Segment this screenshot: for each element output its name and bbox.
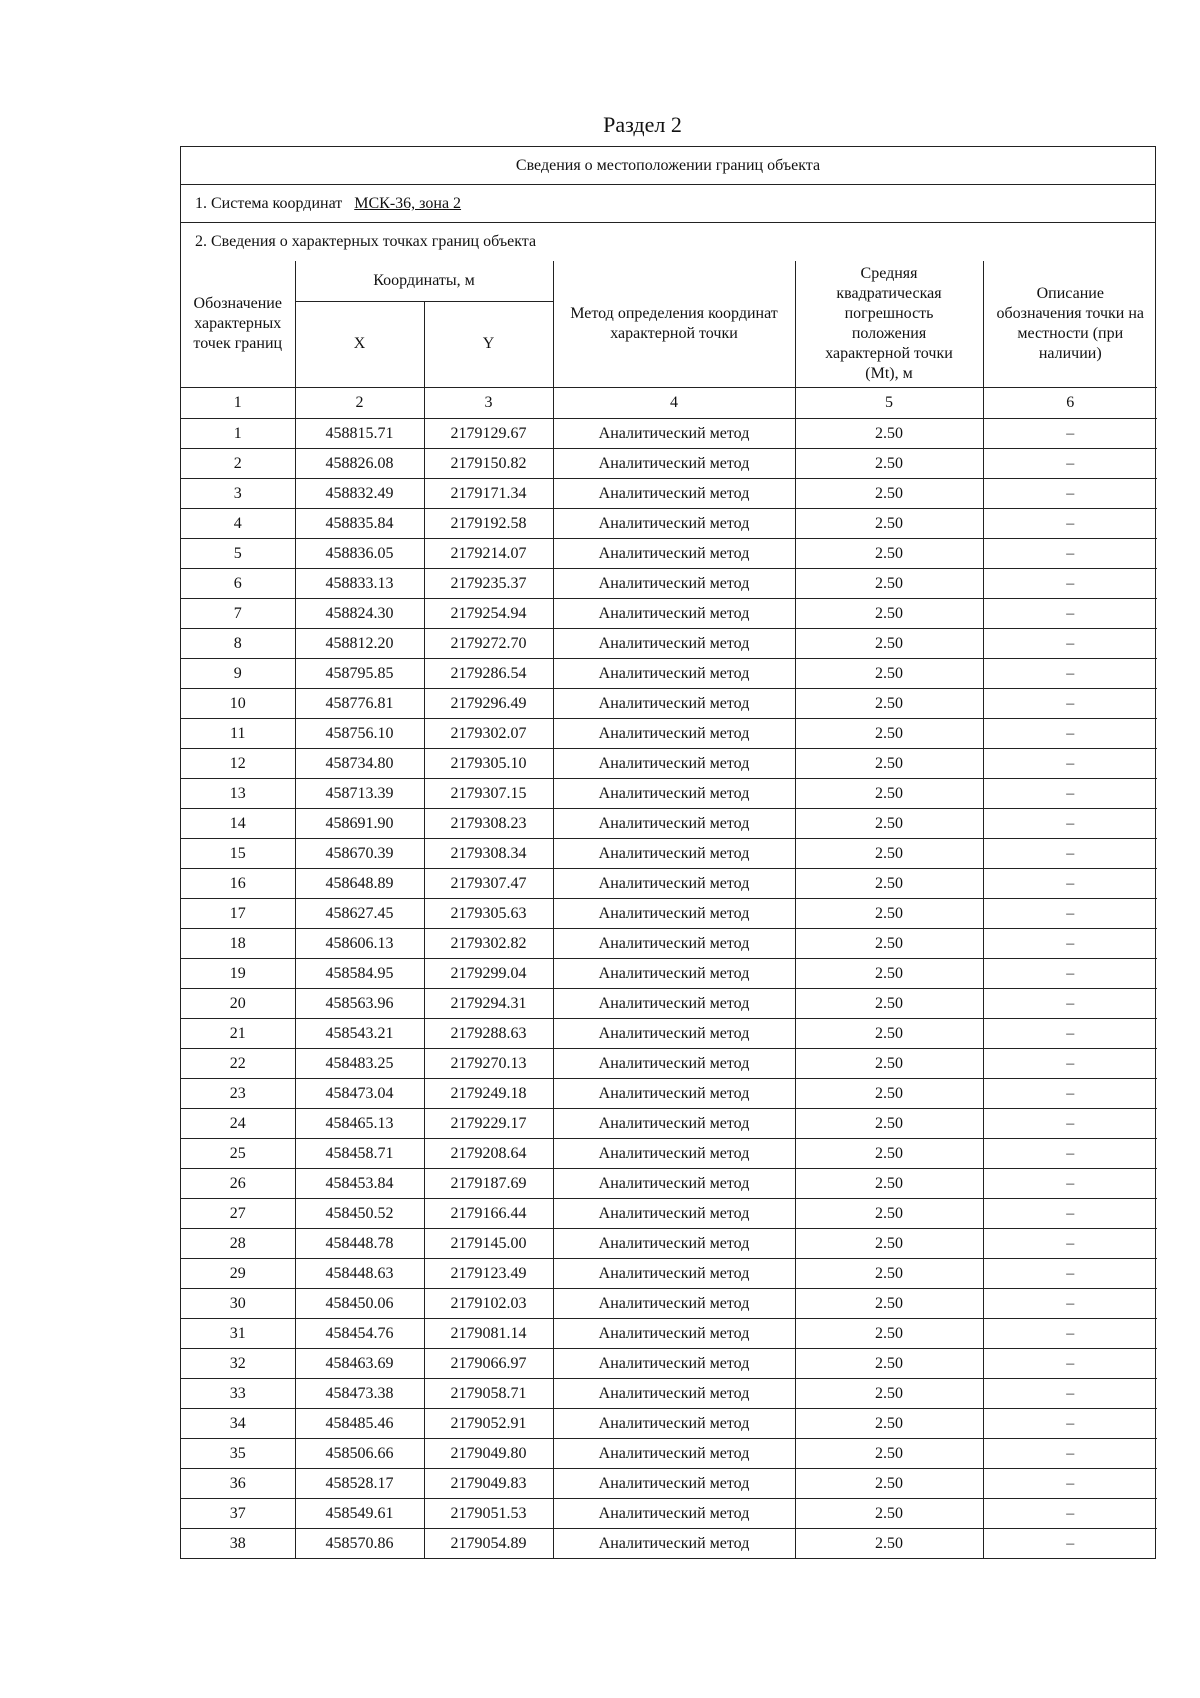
table-row [181, 1078, 1157, 1108]
column-number: 5 [795, 387, 983, 418]
error-value-cell: 2.50 [795, 1228, 983, 1258]
y-coordinate-cell: 2179214.07 [424, 538, 553, 568]
x-coordinate-cell: 458584.95 [295, 958, 424, 988]
point-number-cell: 9 [181, 658, 295, 688]
description-cell: – [983, 1138, 1157, 1168]
method-cell: Аналитический метод [553, 1318, 795, 1348]
table-row [181, 538, 1157, 568]
point-number-cell: 32 [181, 1348, 295, 1378]
error-value-cell: 2.50 [795, 958, 983, 988]
error-value-cell: 2.50 [795, 418, 983, 448]
method-cell: Аналитический метод [553, 748, 795, 778]
x-coordinate-cell: 458543.21 [295, 1018, 424, 1048]
error-value-cell: 2.50 [795, 478, 983, 508]
y-coordinate-cell: 2179299.04 [424, 958, 553, 988]
error-value-cell: 2.50 [795, 538, 983, 568]
y-coordinate-cell: 2179049.83 [424, 1468, 553, 1498]
error-value-cell: 2.50 [795, 448, 983, 478]
table-row [181, 838, 1157, 868]
point-number-cell: 33 [181, 1378, 295, 1408]
table-row [181, 1288, 1157, 1318]
table-row [181, 808, 1157, 838]
y-coordinate-cell: 2179066.97 [424, 1348, 553, 1378]
x-coordinate-cell: 458528.17 [295, 1468, 424, 1498]
method-cell: Аналитический метод [553, 778, 795, 808]
description-cell: – [983, 1258, 1157, 1288]
y-coordinate-cell: 2179171.34 [424, 478, 553, 508]
column-number: 3 [424, 387, 553, 418]
header-error: Средняя квадратическая погрешность положения характерной точки (Mt), м [795, 261, 983, 387]
method-cell: Аналитический метод [553, 598, 795, 628]
error-value-cell: 2.50 [795, 838, 983, 868]
table-row [181, 1138, 1157, 1168]
description-cell: – [983, 1438, 1157, 1468]
column-number: 2 [295, 387, 424, 418]
error-value-cell: 2.50 [795, 1168, 983, 1198]
header-method: Метод определения координат характерной точки [553, 261, 795, 387]
x-coordinate-cell: 458833.13 [295, 568, 424, 598]
header-y: Y [424, 301, 553, 387]
x-coordinate-cell: 458483.25 [295, 1048, 424, 1078]
y-coordinate-cell: 2179288.63 [424, 1018, 553, 1048]
error-value-cell: 2.50 [795, 628, 983, 658]
point-number-cell: 38 [181, 1528, 295, 1558]
description-cell: – [983, 1018, 1157, 1048]
table-row [181, 1408, 1157, 1438]
y-coordinate-cell: 2179296.49 [424, 688, 553, 718]
point-number-cell: 20 [181, 988, 295, 1018]
error-value-cell: 2.50 [795, 1198, 983, 1228]
method-cell: Аналитический метод [553, 1528, 795, 1558]
error-value-cell: 2.50 [795, 598, 983, 628]
point-number-cell: 12 [181, 748, 295, 778]
table-row [181, 418, 1157, 448]
error-value-cell: 2.50 [795, 718, 983, 748]
x-coordinate-cell: 458454.76 [295, 1318, 424, 1348]
x-coordinate-cell: 458473.04 [295, 1078, 424, 1108]
x-coordinate-cell: 458473.38 [295, 1378, 424, 1408]
x-coordinate-cell: 458776.81 [295, 688, 424, 718]
method-cell: Аналитический метод [553, 898, 795, 928]
x-coordinate-cell: 458448.78 [295, 1228, 424, 1258]
error-value-cell: 2.50 [795, 508, 983, 538]
description-cell: – [983, 928, 1157, 958]
y-coordinate-cell: 2179307.47 [424, 868, 553, 898]
table-row [181, 1438, 1157, 1468]
x-coordinate-cell: 458824.30 [295, 598, 424, 628]
table-row [181, 598, 1157, 628]
coord-system-label: 1. Система координат [195, 195, 343, 212]
table-row [181, 958, 1157, 988]
description-cell: – [983, 748, 1157, 778]
x-coordinate-cell: 458627.45 [295, 898, 424, 928]
point-number-cell: 18 [181, 928, 295, 958]
error-value-cell: 2.50 [795, 1408, 983, 1438]
table-row [181, 778, 1157, 808]
point-number-cell: 31 [181, 1318, 295, 1348]
description-cell: – [983, 1288, 1157, 1318]
description-cell: – [983, 418, 1157, 448]
description-cell: – [983, 1348, 1157, 1378]
x-coordinate-cell: 458815.71 [295, 418, 424, 448]
description-cell: – [983, 1198, 1157, 1228]
y-coordinate-cell: 2179235.37 [424, 568, 553, 598]
method-cell: Аналитический метод [553, 688, 795, 718]
x-coordinate-cell: 458570.86 [295, 1528, 424, 1558]
header-row-top [181, 261, 1157, 301]
point-number-cell: 26 [181, 1168, 295, 1198]
column-number: 6 [983, 387, 1157, 418]
method-cell: Аналитический метод [553, 1138, 795, 1168]
method-cell: Аналитический метод [553, 1408, 795, 1438]
y-coordinate-cell: 2179145.00 [424, 1228, 553, 1258]
method-cell: Аналитический метод [553, 868, 795, 898]
method-cell: Аналитический метод [553, 1078, 795, 1108]
y-coordinate-cell: 2179192.58 [424, 508, 553, 538]
point-number-cell: 19 [181, 958, 295, 988]
y-coordinate-cell: 2179307.15 [424, 778, 553, 808]
error-value-cell: 2.50 [795, 748, 983, 778]
method-cell: Аналитический метод [553, 1438, 795, 1468]
description-cell: – [983, 688, 1157, 718]
method-cell: Аналитический метод [553, 718, 795, 748]
description-cell: – [983, 718, 1157, 748]
description-cell: – [983, 1498, 1157, 1528]
x-coordinate-cell: 458563.96 [295, 988, 424, 1018]
error-value-cell: 2.50 [795, 808, 983, 838]
method-cell: Аналитический метод [553, 1378, 795, 1408]
y-coordinate-cell: 2179166.44 [424, 1198, 553, 1228]
header-x: X [295, 301, 424, 387]
x-coordinate-cell: 458795.85 [295, 658, 424, 688]
table-row [181, 1378, 1157, 1408]
y-coordinate-cell: 2179081.14 [424, 1318, 553, 1348]
method-cell: Аналитический метод [553, 538, 795, 568]
point-number-cell: 35 [181, 1438, 295, 1468]
method-cell: Аналитический метод [553, 1018, 795, 1048]
table-row [181, 868, 1157, 898]
y-coordinate-cell: 2179052.91 [424, 1408, 553, 1438]
description-cell: – [983, 868, 1157, 898]
points-heading: 2. Сведения о характерных точках границ объекта [195, 233, 537, 250]
coord-system-line [181, 185, 1155, 223]
method-cell: Аналитический метод [553, 658, 795, 688]
point-number-cell: 24 [181, 1108, 295, 1138]
method-cell: Аналитический метод [553, 418, 795, 448]
y-coordinate-cell: 2179187.69 [424, 1168, 553, 1198]
point-number-cell: 16 [181, 868, 295, 898]
x-coordinate-cell: 458448.63 [295, 1258, 424, 1288]
x-coordinate-cell: 458453.84 [295, 1168, 424, 1198]
table-row [181, 1198, 1157, 1228]
description-cell: – [983, 1528, 1157, 1558]
table-row [181, 508, 1157, 538]
error-value-cell: 2.50 [795, 1078, 983, 1108]
method-cell: Аналитический метод [553, 1168, 795, 1198]
column-number: 4 [553, 387, 795, 418]
y-coordinate-cell: 2179208.64 [424, 1138, 553, 1168]
x-coordinate-cell: 458648.89 [295, 868, 424, 898]
method-cell: Аналитический метод [553, 1048, 795, 1078]
method-cell: Аналитический метод [553, 448, 795, 478]
method-cell: Аналитический метод [553, 1258, 795, 1288]
coord-system-value: МСК-36, зона 2 [354, 195, 462, 212]
description-cell: – [983, 448, 1157, 478]
y-coordinate-cell: 2179254.94 [424, 598, 553, 628]
method-cell: Аналитический метод [553, 1198, 795, 1228]
points-table [181, 261, 1157, 1558]
error-value-cell: 2.50 [795, 1438, 983, 1468]
table-row [181, 928, 1157, 958]
table-row [181, 1498, 1157, 1528]
description-cell: – [983, 628, 1157, 658]
table-row [181, 1018, 1157, 1048]
point-number-cell: 29 [181, 1258, 295, 1288]
description-cell: – [983, 808, 1157, 838]
y-coordinate-cell: 2179051.53 [424, 1498, 553, 1528]
point-number-cell: 21 [181, 1018, 295, 1048]
table-row [181, 1168, 1157, 1198]
x-coordinate-cell: 458734.80 [295, 748, 424, 778]
y-coordinate-cell: 2179249.18 [424, 1078, 553, 1108]
error-value-cell: 2.50 [795, 1318, 983, 1348]
x-coordinate-cell: 458506.66 [295, 1438, 424, 1468]
table-row [181, 1348, 1157, 1378]
document-frame [180, 146, 1156, 1559]
table-row [181, 478, 1157, 508]
error-value-cell: 2.50 [795, 1528, 983, 1558]
method-cell: Аналитический метод [553, 1228, 795, 1258]
y-coordinate-cell: 2179302.07 [424, 718, 553, 748]
x-coordinate-cell: 458465.13 [295, 1108, 424, 1138]
table-row [181, 988, 1157, 1018]
y-coordinate-cell: 2179302.82 [424, 928, 553, 958]
point-number-cell: 11 [181, 718, 295, 748]
table-row [181, 1228, 1157, 1258]
method-cell: Аналитический метод [553, 988, 795, 1018]
point-number-cell: 13 [181, 778, 295, 808]
method-cell: Аналитический метод [553, 1108, 795, 1138]
y-coordinate-cell: 2179305.10 [424, 748, 553, 778]
x-coordinate-cell: 458606.13 [295, 928, 424, 958]
y-coordinate-cell: 2179049.80 [424, 1438, 553, 1468]
description-cell: – [983, 1408, 1157, 1438]
error-value-cell: 2.50 [795, 868, 983, 898]
point-number-cell: 17 [181, 898, 295, 928]
method-cell: Аналитический метод [553, 1348, 795, 1378]
table-row [181, 1528, 1157, 1558]
y-coordinate-cell: 2179129.67 [424, 418, 553, 448]
x-coordinate-cell: 458756.10 [295, 718, 424, 748]
y-coordinate-cell: 2179229.17 [424, 1108, 553, 1138]
method-cell: Аналитический метод [553, 1498, 795, 1528]
method-cell: Аналитический метод [553, 838, 795, 868]
error-value-cell: 2.50 [795, 1018, 983, 1048]
x-coordinate-cell: 458485.46 [295, 1408, 424, 1438]
point-number-cell: 5 [181, 538, 295, 568]
method-cell: Аналитический метод [553, 808, 795, 838]
description-cell: – [983, 1078, 1157, 1108]
table-row [181, 1468, 1157, 1498]
point-number-cell: 28 [181, 1228, 295, 1258]
method-cell: Аналитический метод [553, 928, 795, 958]
description-cell: – [983, 778, 1157, 808]
description-cell: – [983, 898, 1157, 928]
y-coordinate-cell: 2179058.71 [424, 1378, 553, 1408]
description-cell: – [983, 538, 1157, 568]
error-value-cell: 2.50 [795, 1348, 983, 1378]
point-number-cell: 23 [181, 1078, 295, 1108]
description-cell: – [983, 1468, 1157, 1498]
point-number-cell: 30 [181, 1288, 295, 1318]
y-coordinate-cell: 2179294.31 [424, 988, 553, 1018]
points-table-body [181, 387, 1157, 1558]
x-coordinate-cell: 458463.69 [295, 1348, 424, 1378]
y-coordinate-cell: 2179123.49 [424, 1258, 553, 1288]
table-row [181, 1108, 1157, 1138]
description-cell: – [983, 1228, 1157, 1258]
x-coordinate-cell: 458826.08 [295, 448, 424, 478]
y-coordinate-cell: 2179102.03 [424, 1288, 553, 1318]
x-coordinate-cell: 458691.90 [295, 808, 424, 838]
x-coordinate-cell: 458832.49 [295, 478, 424, 508]
description-cell: – [983, 958, 1157, 988]
error-value-cell: 2.50 [795, 778, 983, 808]
y-coordinate-cell: 2179305.63 [424, 898, 553, 928]
error-value-cell: 2.50 [795, 1108, 983, 1138]
section-title: Раздел 2 [603, 112, 682, 137]
description-cell: – [983, 658, 1157, 688]
error-value-cell: 2.50 [795, 1258, 983, 1288]
point-number-cell: 14 [181, 808, 295, 838]
table-row [181, 628, 1157, 658]
method-cell: Аналитический метод [553, 568, 795, 598]
table-row [181, 1048, 1157, 1078]
point-number-cell: 34 [181, 1408, 295, 1438]
y-coordinate-cell: 2179272.70 [424, 628, 553, 658]
x-coordinate-cell: 458835.84 [295, 508, 424, 538]
error-value-cell: 2.50 [795, 658, 983, 688]
table-row [181, 688, 1157, 718]
description-cell: – [983, 988, 1157, 1018]
method-cell: Аналитический метод [553, 1288, 795, 1318]
error-value-cell: 2.50 [795, 1138, 983, 1168]
table-row [181, 658, 1157, 688]
error-value-cell: 2.50 [795, 688, 983, 718]
error-value-cell: 2.50 [795, 988, 983, 1018]
point-number-cell: 4 [181, 508, 295, 538]
description-cell: – [983, 1048, 1157, 1078]
y-coordinate-cell: 2179286.54 [424, 658, 553, 688]
description-cell: – [983, 1318, 1157, 1348]
block-title: Сведения о местоположении границ объекта [181, 147, 1155, 185]
table-row [181, 718, 1157, 748]
y-coordinate-cell: 2179308.23 [424, 808, 553, 838]
x-coordinate-cell: 458450.06 [295, 1288, 424, 1318]
point-number-cell: 37 [181, 1498, 295, 1528]
method-cell: Аналитический метод [553, 478, 795, 508]
error-value-cell: 2.50 [795, 1378, 983, 1408]
point-number-cell: 25 [181, 1138, 295, 1168]
point-number-cell: 2 [181, 448, 295, 478]
x-coordinate-cell: 458549.61 [295, 1498, 424, 1528]
table-row [181, 568, 1157, 598]
error-value-cell: 2.50 [795, 1048, 983, 1078]
description-cell: – [983, 598, 1157, 628]
header-coords: Координаты, м [295, 261, 553, 301]
table-row [181, 748, 1157, 778]
table-row [181, 448, 1157, 478]
description-cell: – [983, 838, 1157, 868]
method-cell: Аналитический метод [553, 1468, 795, 1498]
x-coordinate-cell: 458812.20 [295, 628, 424, 658]
column-number-row [181, 387, 1157, 418]
error-value-cell: 2.50 [795, 1468, 983, 1498]
y-coordinate-cell: 2179150.82 [424, 448, 553, 478]
y-coordinate-cell: 2179308.34 [424, 838, 553, 868]
table-row [181, 898, 1157, 928]
description-cell: – [983, 1168, 1157, 1198]
point-number-cell: 3 [181, 478, 295, 508]
point-number-cell: 8 [181, 628, 295, 658]
error-value-cell: 2.50 [795, 928, 983, 958]
point-number-cell: 7 [181, 598, 295, 628]
x-coordinate-cell: 458713.39 [295, 778, 424, 808]
point-number-cell: 1 [181, 418, 295, 448]
method-cell: Аналитический метод [553, 508, 795, 538]
y-coordinate-cell: 2179054.89 [424, 1528, 553, 1558]
description-cell: – [983, 478, 1157, 508]
point-number-cell: 36 [181, 1468, 295, 1498]
table-row [181, 1318, 1157, 1348]
point-number-cell: 15 [181, 838, 295, 868]
description-cell: – [983, 1108, 1157, 1138]
x-coordinate-cell: 458670.39 [295, 838, 424, 868]
y-coordinate-cell: 2179270.13 [424, 1048, 553, 1078]
x-coordinate-cell: 458836.05 [295, 538, 424, 568]
error-value-cell: 2.50 [795, 568, 983, 598]
point-number-cell: 6 [181, 568, 295, 598]
method-cell: Аналитический метод [553, 628, 795, 658]
x-coordinate-cell: 458458.71 [295, 1138, 424, 1168]
error-value-cell: 2.50 [795, 898, 983, 928]
point-number-cell: 22 [181, 1048, 295, 1078]
description-cell: – [983, 1378, 1157, 1408]
point-number-cell: 27 [181, 1198, 295, 1228]
point-number-cell: 10 [181, 688, 295, 718]
error-value-cell: 2.50 [795, 1498, 983, 1528]
table-row [181, 1258, 1157, 1288]
header-point: Обозначение характерных точек границ [181, 261, 295, 387]
description-cell: – [983, 568, 1157, 598]
column-number: 1 [181, 387, 295, 418]
header-desc: Описание обозначения точки на местности (при наличии) [983, 261, 1157, 387]
method-cell: Аналитический метод [553, 958, 795, 988]
error-value-cell: 2.50 [795, 1288, 983, 1318]
description-cell: – [983, 508, 1157, 538]
x-coordinate-cell: 458450.52 [295, 1198, 424, 1228]
